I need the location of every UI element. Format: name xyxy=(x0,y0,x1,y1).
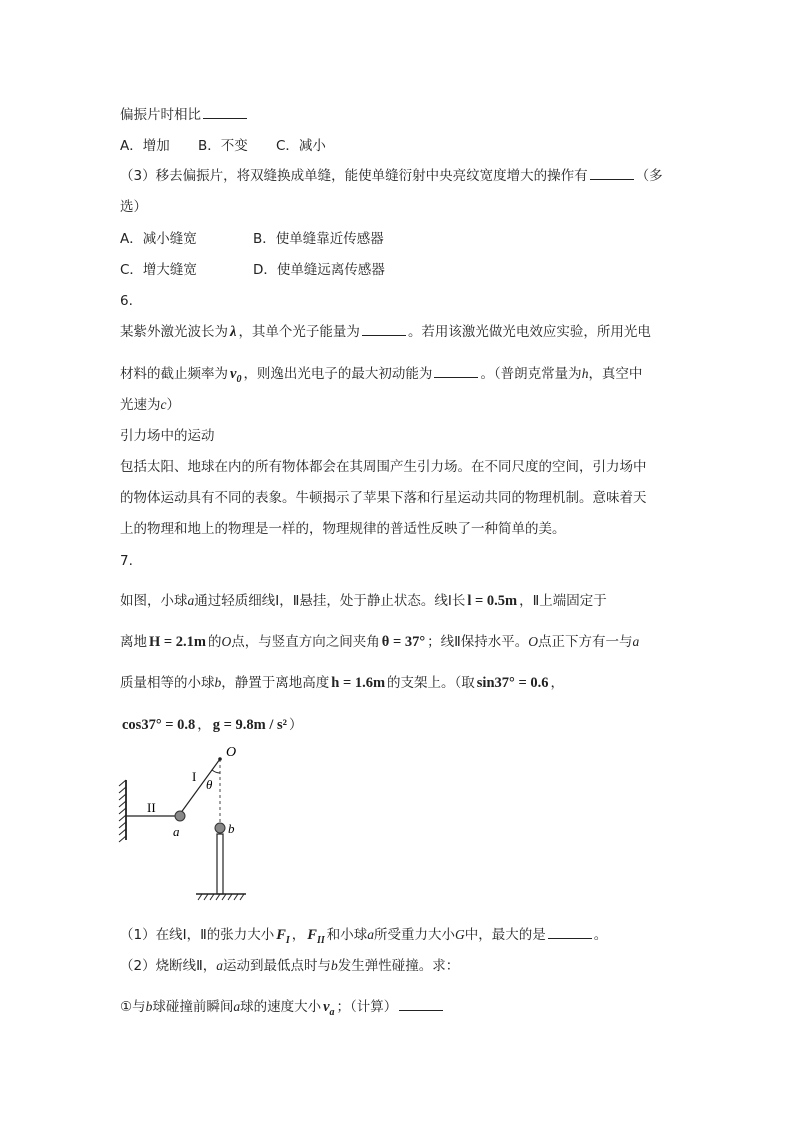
q7-text: 中，最大的是 xyxy=(464,927,546,943)
wall-hatch xyxy=(119,780,126,842)
q7-text: 运动到最低点时与 xyxy=(222,958,331,974)
math-h-eq: h = 1.6m xyxy=(331,675,386,691)
math-h: h xyxy=(581,366,589,381)
math-a: a xyxy=(632,634,640,649)
v-subscript: a xyxy=(329,1006,335,1018)
answer-blank xyxy=(434,365,478,378)
math-H-eq: H = 2.1m xyxy=(149,634,206,650)
q6-line-2 xyxy=(120,365,642,389)
q7-line-3 xyxy=(120,674,564,692)
q7-part2 xyxy=(120,957,459,975)
q7-text: ， xyxy=(550,675,564,691)
math-a: a xyxy=(367,927,375,942)
option-b: B．不变 xyxy=(198,138,248,154)
q7-text: ） xyxy=(289,717,303,733)
F-subscript: II xyxy=(316,934,325,946)
q5-part3-cont: 选） xyxy=(120,199,147,215)
math-nu0 xyxy=(228,366,243,385)
q6-text: 某紫外激光波长为 xyxy=(120,324,228,340)
answer-blank xyxy=(399,998,443,1011)
math-sin-eq: sin37° = 0.6 xyxy=(476,675,549,691)
q5-part3-end: （多 xyxy=(635,168,663,184)
q7-text: 所受重力大小 xyxy=(374,927,456,943)
q6-line-1 xyxy=(120,323,651,341)
option-d: D．使单缝远离传感器 xyxy=(253,262,385,278)
math-a: a xyxy=(187,593,195,608)
q7-text: 通过轻质细线Ⅰ，Ⅱ悬挂，处于静止状态。线Ⅰ长 xyxy=(194,593,466,609)
math-g-eq: g = 9.8m / s² xyxy=(212,717,288,733)
q7-text: 离地 xyxy=(120,634,147,650)
v-symbol: v xyxy=(323,999,330,1015)
q5-options-ab xyxy=(120,230,384,248)
q6-line-3 xyxy=(120,396,180,414)
math-G: G xyxy=(455,927,465,942)
q7-text: 质量相等的小球 xyxy=(120,675,215,691)
math-cos-eq: cos37° = 0.8 xyxy=(122,717,196,733)
q7-text: ，静置于离地高度 xyxy=(221,675,330,691)
section-paragraph: 的物体运动具有不同的表象。牛顿揭示了苹果下落和行星运动共同的物理机制。意味着天 xyxy=(120,490,647,506)
ball-b xyxy=(215,823,225,833)
math-a: a xyxy=(233,999,241,1014)
answer-blank xyxy=(548,926,592,939)
q6-text: ，真空中 xyxy=(588,366,643,382)
q7-text: 球的速度大小 xyxy=(240,999,322,1015)
math-F1 xyxy=(274,927,292,946)
math-l-eq: l = 0.5m xyxy=(467,593,518,609)
pivot-point xyxy=(218,757,222,761)
math-theta-eq: θ = 37° xyxy=(381,634,426,650)
math-b: b xyxy=(145,999,153,1014)
support-post xyxy=(217,834,223,894)
section-paragraph: 包括太阳、地球在内的所有物体都会在其周围产生引力场。在不同尺度的空间，引力场中 xyxy=(120,459,647,475)
q7-part1 xyxy=(120,926,607,950)
q6-text: ） xyxy=(166,397,180,413)
answer-blank xyxy=(590,167,634,180)
section-title: 引力场中的运动 xyxy=(120,428,215,444)
q5-line-1 xyxy=(120,106,249,124)
q7-text: 点正下方有一与 xyxy=(538,634,633,650)
q6-text: ，则逸出光电子的最大初动能为 xyxy=(243,366,433,382)
F-symbol: F xyxy=(276,927,286,943)
option-c: C．减小 xyxy=(276,138,326,154)
nu-subscript: 0 xyxy=(236,373,242,385)
q7-text: 如图，小球 xyxy=(120,593,188,609)
math-b: b xyxy=(330,958,338,973)
option-b: B．使单缝靠近传感器 xyxy=(253,231,384,247)
string-i xyxy=(180,759,220,814)
q7-text: 的支架上。（取 xyxy=(387,675,475,691)
math-va xyxy=(321,999,336,1018)
q7-text: 。 xyxy=(593,927,608,943)
q7-text: ， xyxy=(197,717,211,733)
nu-symbol: ν xyxy=(230,366,237,382)
q7-text: ；线Ⅱ保持水平。 xyxy=(427,634,529,650)
F-subscript: I xyxy=(285,934,290,946)
q7-part2-sub1 xyxy=(120,998,445,1022)
q6-text: ，其单个光子能量为 xyxy=(238,324,360,340)
q7-text: 发生弹性碰撞。求： xyxy=(337,958,460,974)
math-a: a xyxy=(216,958,223,973)
q5-options-cd xyxy=(120,261,385,279)
q7-text: 和小球 xyxy=(326,927,368,943)
section-paragraph: 上的物理和地上的物理是一样的，物理规律的普适性反映了一种简单的美。 xyxy=(120,521,566,537)
q7-text: （2）烧断线Ⅱ， xyxy=(120,958,217,974)
question-number: 7. xyxy=(120,553,133,569)
q7-text: 点，与竖直方向之间夹角 xyxy=(231,634,380,650)
q6-text: 。若用该激光做光电效应实验，所用光电 xyxy=(407,324,651,340)
ground-hatch xyxy=(198,894,244,900)
q7-line-1 xyxy=(120,592,607,610)
q6-text: 光速为 xyxy=(120,397,161,413)
ball-a xyxy=(175,811,185,821)
math-b: b xyxy=(214,675,222,690)
q7-text: ，Ⅱ上端固定于 xyxy=(519,593,607,609)
F-symbol: F xyxy=(307,927,317,943)
q5-options xyxy=(120,137,326,155)
label-theta: θ xyxy=(206,777,213,792)
option-a: A．增加 xyxy=(120,138,170,154)
q5-part3 xyxy=(120,167,663,185)
q7-text: ①与 xyxy=(120,999,146,1015)
q7-line-2 xyxy=(120,633,639,651)
label-O: O xyxy=(226,745,237,760)
answer-blank xyxy=(203,106,247,119)
angle-arc xyxy=(212,770,220,773)
q7-line-4 xyxy=(120,716,303,734)
math-c: c xyxy=(160,397,167,412)
label-b: b xyxy=(228,821,235,836)
q5-part3-text: （3）移去偏振片，将双缝换成单缝，能使单缝衍射中央亮纹宽度增大的操作有 xyxy=(120,168,588,184)
q7-text: ；（计算） xyxy=(336,999,398,1015)
q7-text: 球碰撞前瞬间 xyxy=(152,999,234,1015)
option-a: A．减小缝宽 xyxy=(120,231,197,247)
q7-text: （1）在线Ⅰ，Ⅱ的张力大小 xyxy=(120,927,275,943)
label-II: II xyxy=(147,800,156,815)
q5-text: 偏振片时相比 xyxy=(120,107,201,123)
math-lambda: λ xyxy=(230,324,237,340)
math-O: O xyxy=(221,634,232,649)
q7-text: 的 xyxy=(208,634,222,650)
math-F2 xyxy=(305,927,326,946)
label-I: I xyxy=(192,769,197,784)
q7-text: ， xyxy=(291,927,306,943)
q6-text: 材料的截止频率为 xyxy=(120,366,228,382)
option-c: C．增大缝宽 xyxy=(120,262,197,278)
label-a: a xyxy=(173,824,180,839)
answer-blank xyxy=(362,323,406,336)
question-number: 6. xyxy=(120,293,133,309)
math-O: O xyxy=(528,634,539,649)
q6-text: 。（普朗克常量为 xyxy=(480,366,582,382)
pendulum-figure xyxy=(118,742,268,902)
